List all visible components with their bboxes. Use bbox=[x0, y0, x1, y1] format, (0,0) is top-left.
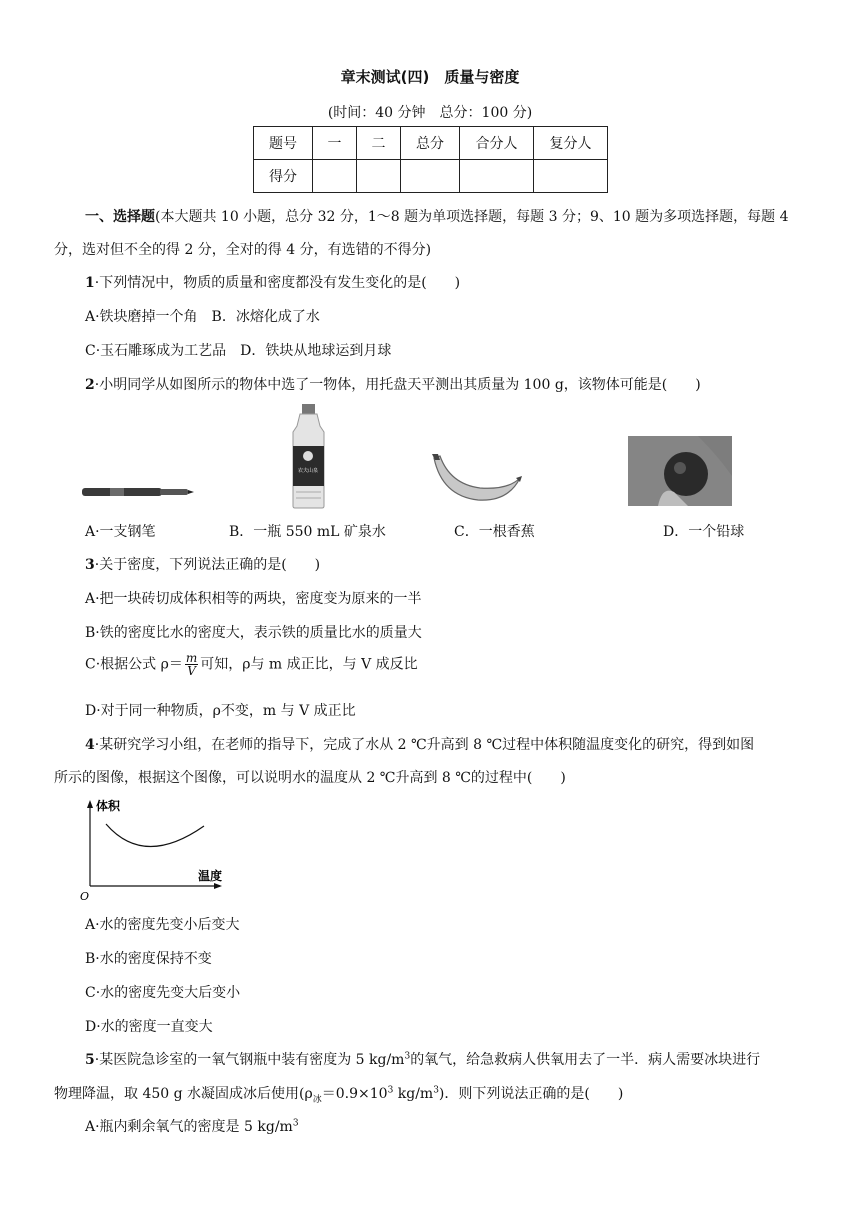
question-stem-part: 物理降温，取 450 g 水凝固成冰后使用(ρ bbox=[54, 1086, 313, 1102]
score-cell[interactable] bbox=[313, 160, 357, 193]
score-cell[interactable] bbox=[357, 160, 401, 193]
water-bottle-image bbox=[284, 402, 334, 510]
score-header-cell: 总分 bbox=[401, 127, 460, 160]
question-stem: ·小明同学从如图所示的物体中选了一物体，用托盘天平测出其质量为 100 g，该物体可能是( ) bbox=[94, 377, 701, 393]
q2-option-d: D．一个铅球 bbox=[663, 524, 745, 540]
section1-instructions-line1: (本大题共 10 小题，总分 32 分，1～8 题为单项选择题，每题 3 分；9、10 题为多项选择题，每题 4 bbox=[155, 209, 789, 225]
score-header-cell: 合分人 bbox=[460, 127, 534, 160]
score-cell[interactable] bbox=[534, 160, 608, 193]
superscript: 3 bbox=[433, 1085, 439, 1096]
score-header-cell: 一 bbox=[313, 127, 357, 160]
question-number: 3 bbox=[85, 557, 95, 573]
score-cell[interactable] bbox=[401, 160, 460, 193]
question-5 bbox=[85, 1049, 760, 1069]
y-axis-arrow bbox=[87, 800, 93, 808]
q3-option-c-suffix: 可知，ρ与 m 成正比，与 V 成反比 bbox=[200, 656, 418, 673]
section1-instructions bbox=[85, 206, 789, 226]
section1-instructions-line2: 分，选对但不全的得 2 分，全对的得 4 分，有选错的不得分) bbox=[54, 242, 432, 258]
x-axis-arrow bbox=[214, 883, 222, 889]
q4-option-b: B·水的密度保持不变 bbox=[85, 951, 212, 967]
q1-options-ab: A·铁块磨掉一个角 B．冰熔化成了水 bbox=[85, 309, 320, 325]
question-stem: ·下列情况中，物质的质量和密度都没有发生变化的是( ) bbox=[94, 275, 461, 291]
q3-option-a: A·把一块砖切成体积相等的两块，密度变为原来的一半 bbox=[85, 591, 422, 607]
y-axis-label: 体积 bbox=[96, 799, 121, 813]
score-row-label: 得分 bbox=[254, 160, 313, 193]
volume-curve bbox=[106, 824, 204, 847]
score-header-cell: 二 bbox=[357, 127, 401, 160]
superscript: 3 bbox=[404, 1051, 411, 1062]
question-stem: ·关于密度，下列说法正确的是( ) bbox=[94, 557, 321, 573]
score-table-row bbox=[254, 160, 608, 193]
q3-option-b: B·铁的密度比水的密度大，表示铁的质量比水的质量大 bbox=[85, 625, 422, 641]
question-stem-line2: 所示的图像，根据这个图像，可以说明水的温度从 2 ℃升高到 8 ℃的过程中( ) bbox=[54, 770, 566, 786]
q3-option-c bbox=[85, 652, 418, 677]
subscript: 冰 bbox=[312, 1094, 322, 1105]
x-axis-label: 温度 bbox=[198, 869, 223, 883]
q2-option-c: C．一根香蕉 bbox=[454, 524, 535, 540]
q3-option-d: D·对于同一种物质，ρ不变，m 与 V 成正比 bbox=[85, 703, 356, 719]
q4-option-a: A·水的密度先变小后变大 bbox=[85, 917, 240, 933]
origin-label: O bbox=[80, 890, 90, 903]
q1-options-cd: C·玉石雕琢成为工艺品 D．铁块从地球运到月球 bbox=[85, 343, 392, 359]
shot-put-image bbox=[628, 436, 732, 506]
q2-option-b: B．一瓶 550 mL 矿泉水 bbox=[229, 524, 386, 540]
score-header-cell: 复分人 bbox=[534, 127, 608, 160]
question-number: 2 bbox=[85, 377, 95, 393]
q2-option-a: A·一支钢笔 bbox=[85, 524, 156, 540]
question-5-line2 bbox=[54, 1083, 623, 1105]
question-1 bbox=[85, 272, 460, 292]
q4-option-d: D·水的密度一直变大 bbox=[85, 1019, 213, 1035]
q3-option-c-prefix: C·根据公式 ρ＝ bbox=[85, 656, 183, 673]
density-formula-fraction bbox=[185, 652, 198, 677]
question-number: 1 bbox=[85, 275, 95, 291]
question-2 bbox=[85, 374, 701, 394]
bottle-label: 农夫山泉 bbox=[297, 468, 319, 474]
section1-heading: 一、选择题 bbox=[85, 209, 155, 225]
score-cell[interactable] bbox=[460, 160, 534, 193]
score-header-cell: 题号 bbox=[254, 127, 313, 160]
fraction-numerator: m bbox=[185, 651, 198, 665]
q5-option-a-text: A·瓶内剩余氧气的密度是 5 kg/m bbox=[85, 1119, 293, 1135]
volume-temperature-graph bbox=[76, 796, 236, 904]
question-stem-part: 的氧气，给急救病人供氧用去了一半．病人需要冰块进行 bbox=[410, 1052, 761, 1068]
pen-image bbox=[80, 484, 196, 500]
superscript: 3 bbox=[387, 1085, 394, 1096]
question-number: 4 bbox=[85, 737, 95, 753]
score-table-header-row bbox=[254, 127, 608, 160]
exam-info: (时间：40 分钟 总分：100 分) bbox=[327, 105, 533, 121]
superscript: 3 bbox=[292, 1118, 299, 1129]
fraction-denominator: V bbox=[187, 664, 196, 678]
banana-image bbox=[428, 452, 524, 508]
question-number: 5 bbox=[85, 1052, 95, 1068]
question-stem-line1: ·某研究学习小组，在老师的指导下，完成了水从 2 ℃升高到 8 ℃过程中体积随温度变化的研究，得到如图 bbox=[94, 737, 755, 753]
question-stem-part: ·某医院急诊室的一氧气钢瓶中装有密度为 5 kg/m bbox=[94, 1052, 405, 1068]
score-table bbox=[253, 126, 608, 193]
question-stem-part: ＝0.9×10 bbox=[321, 1086, 388, 1102]
question-3 bbox=[85, 554, 320, 574]
page-title: 章末测试(四) 质量与密度 bbox=[340, 68, 520, 86]
q5-option-a bbox=[85, 1116, 299, 1136]
q4-option-c: C·水的密度先变大后变小 bbox=[85, 985, 241, 1001]
question-4 bbox=[85, 734, 754, 754]
question-stem-part: kg/m bbox=[393, 1086, 434, 1102]
question-stem-part: )．则下列说法正确的是( ) bbox=[438, 1086, 624, 1102]
